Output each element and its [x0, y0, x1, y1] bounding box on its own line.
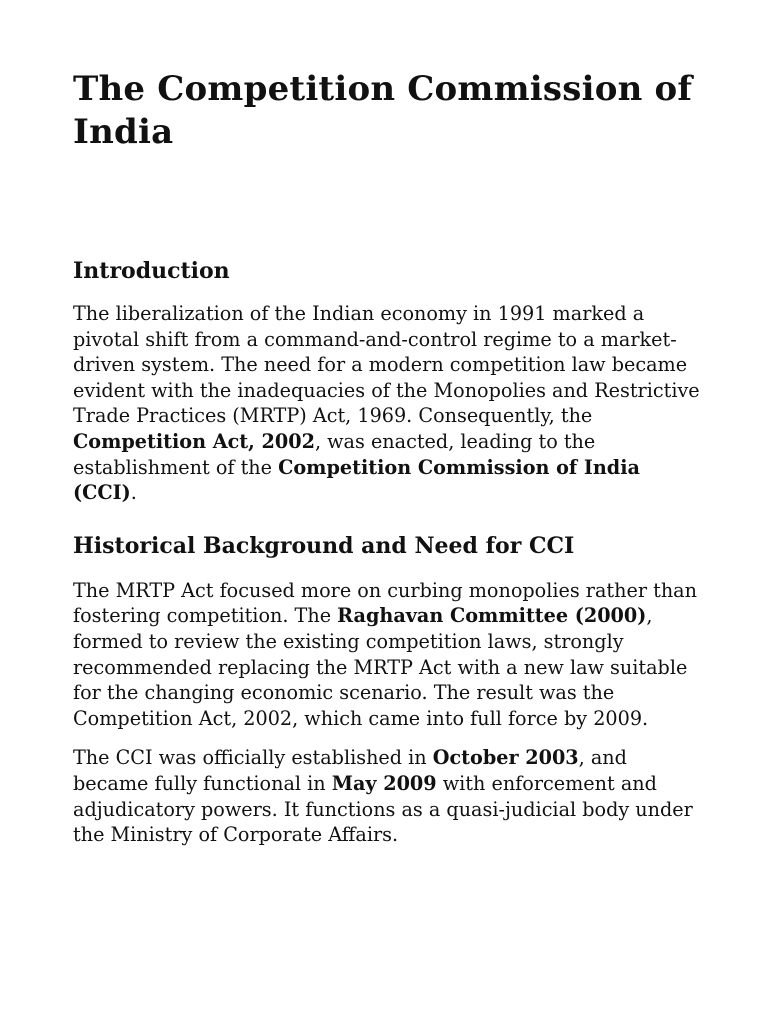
text-run: with enforcement and adjudicatory powers. It functions as a quasi-judicial body under the Ministry of Corporate Affairs. — [73, 771, 693, 847]
section-heading-introduction: Introduction — [73, 258, 230, 284]
bold-text-run: Competition Commission of India (CCI) — [73, 455, 640, 505]
text-run: , and became fully functional in — [73, 746, 627, 795]
text-run: , formed to review the existing competition laws, strongly recommended replacing the MRTP Act with a new law suitable for the changing economic scenario. The result was the Competition Act, 2002, which came into full force by 2009. — [73, 604, 688, 730]
historical-background-paragraph — [73, 578, 703, 732]
text-run: . — [130, 481, 137, 505]
bold-text-run: Competition Act, 2002 — [73, 429, 315, 453]
text-run: The liberalization of the Indian economy in 1991 marked a pivotal shift from a command-and-control regime to a market-driven system. The need for a modern competition law became evident with the inadequacies of the Monopolies and Restrictive Trade Practices (MRTP) Act, 1969. Consequently, the — [73, 302, 700, 428]
introduction-paragraph — [73, 301, 703, 506]
document-page — [73, 68, 703, 848]
text-run: The CCI was officially established in — [73, 746, 433, 770]
section-heading-historical-background: Historical Background and Need for CCI — [73, 532, 575, 559]
document-title: The Competition Commission of India — [73, 69, 693, 152]
bold-text-run: May 2009 — [331, 771, 437, 795]
text-run: The MRTP Act focused more on curbing monopolies rather than fostering competition. The — [73, 578, 697, 628]
establishment-paragraph — [73, 745, 703, 847]
text-run: , was enacted, leading to the establishment of the — [73, 429, 596, 479]
bold-text-run: October 2003 — [432, 746, 579, 770]
bold-text-run: Raghavan Committee (2000) — [337, 604, 647, 628]
